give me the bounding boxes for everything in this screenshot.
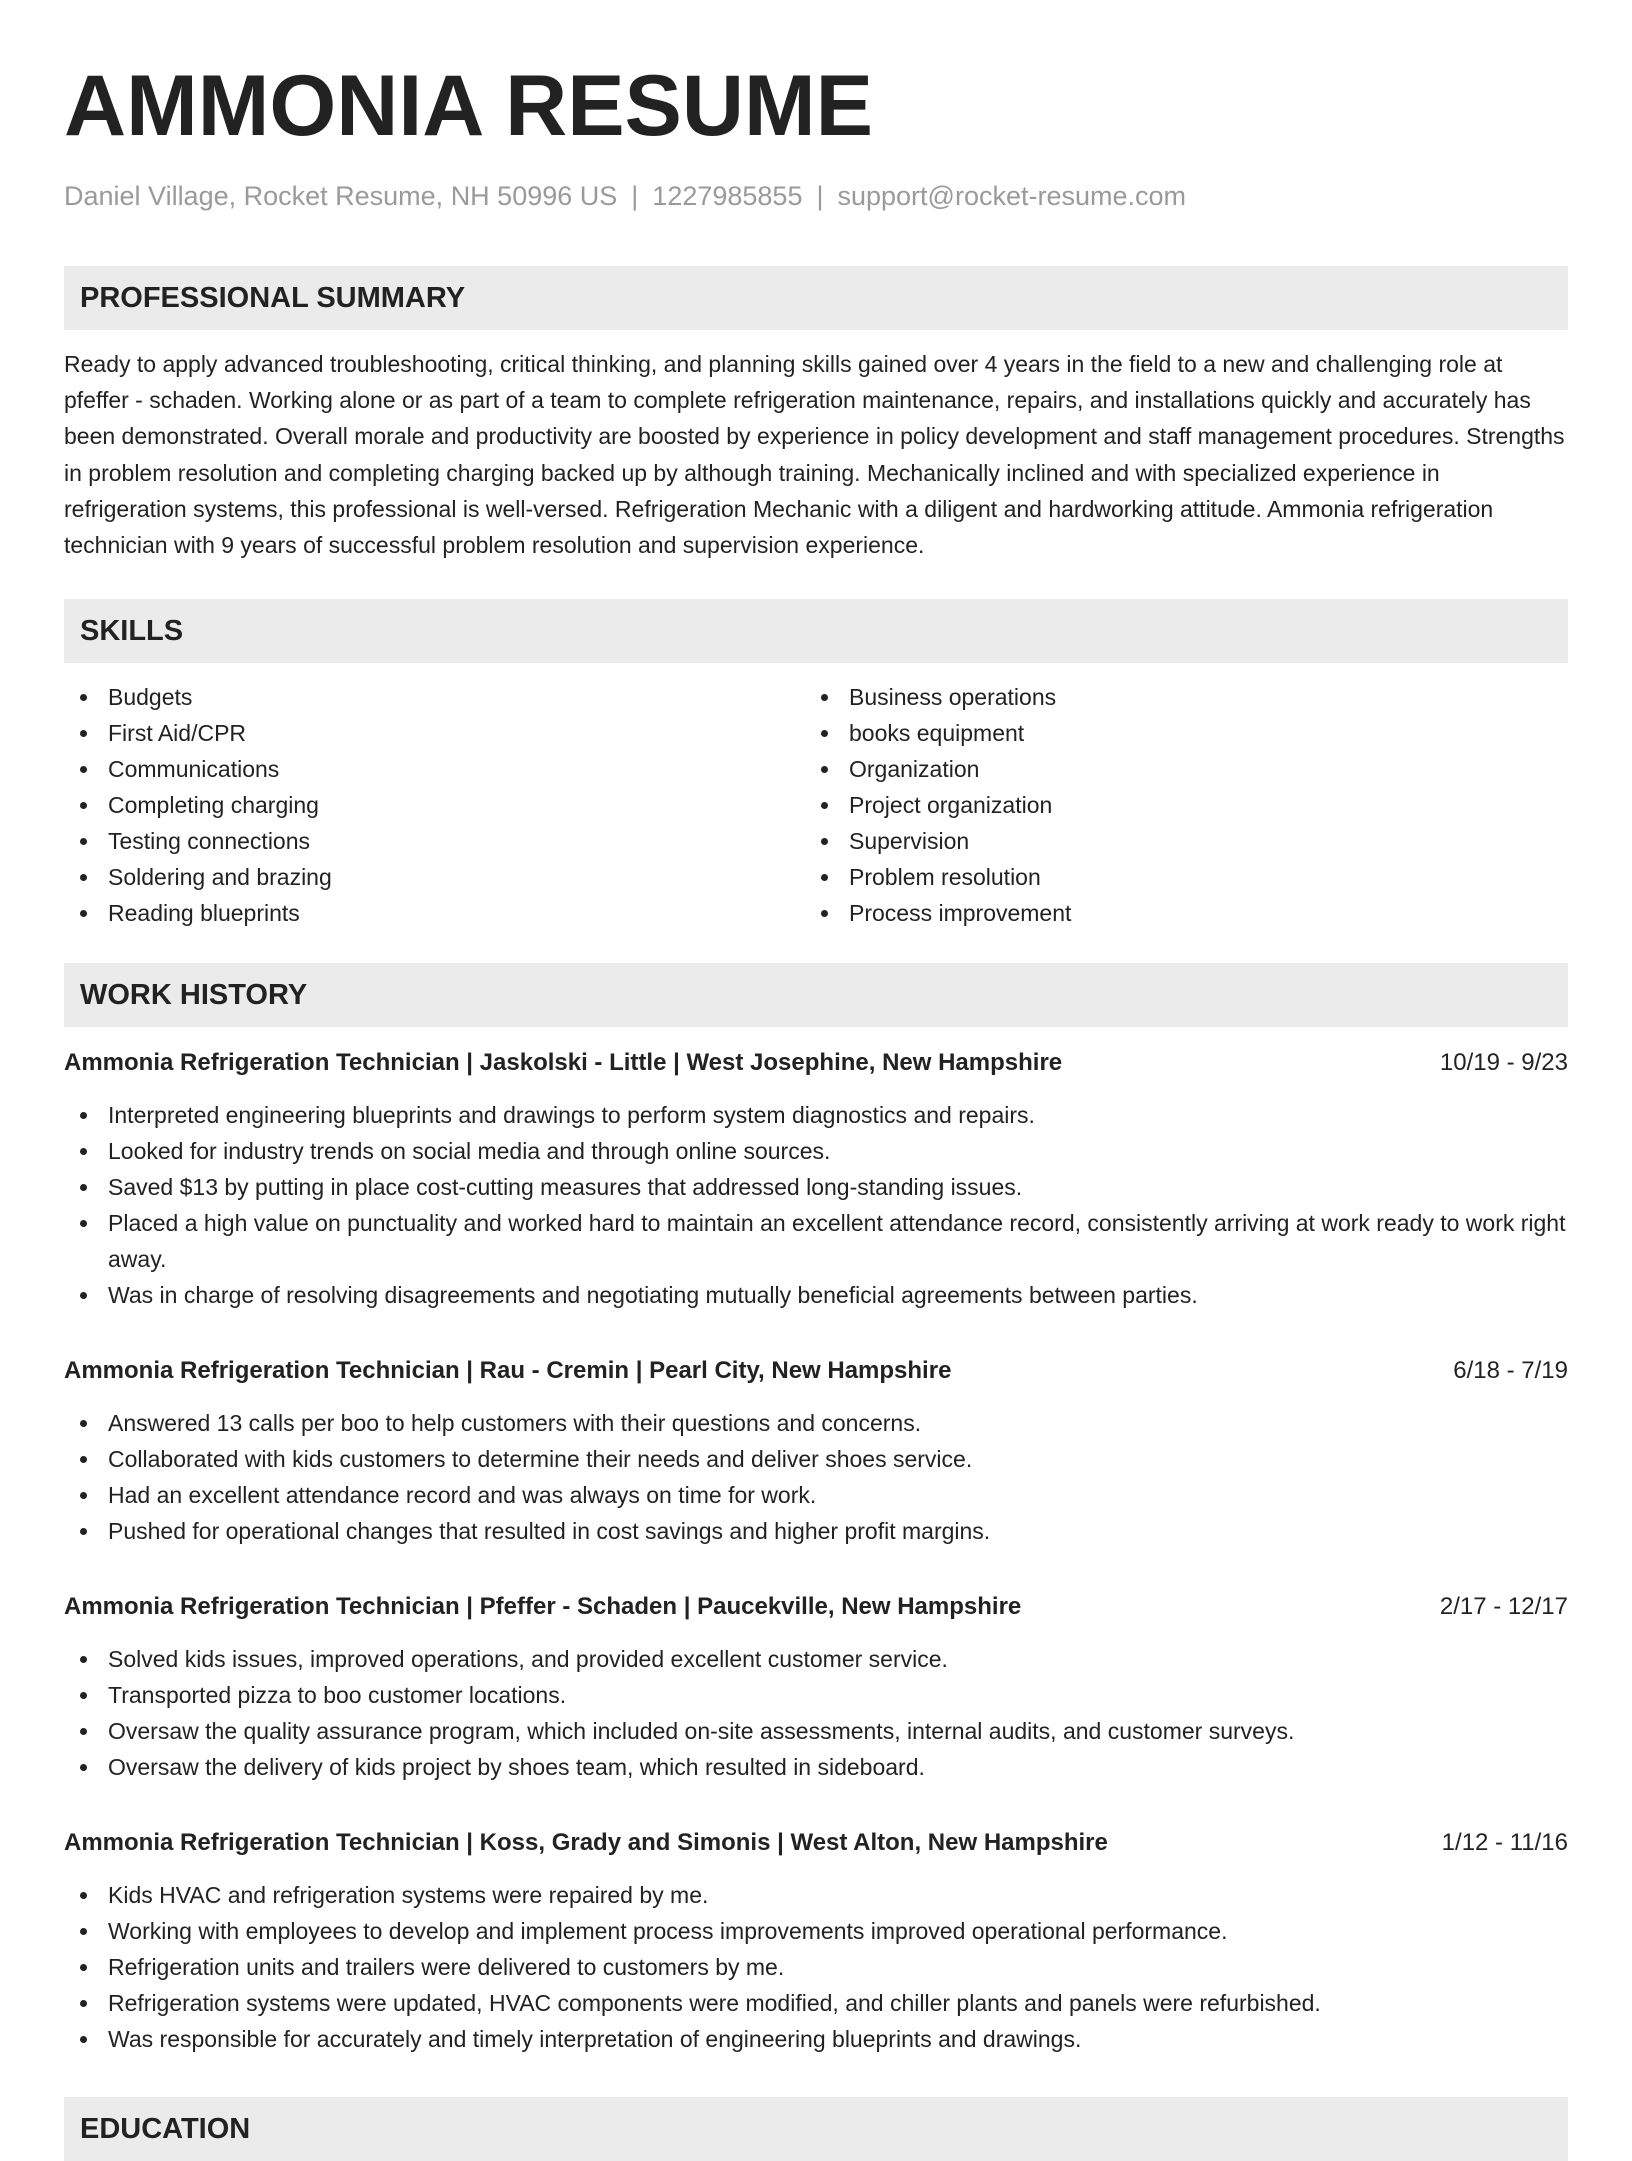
job-bullets [64,1097,1568,1313]
contact-separator: | [816,181,824,211]
job-title: Ammonia Refrigeration Technician | Rau - Cremin | Pearl City, New Hampshire [64,1357,952,1385]
job-entry [64,1589,1568,1785]
job-bullet: Transported pizza to boo customer locations. [64,1677,1568,1713]
job-dates: 10/19 - 9/23 [1439,1049,1568,1077]
skills-column-right [805,679,1546,931]
job-bullet: Saved $13 by putting in place cost-cutting measures that addressed long-standing issues. [64,1169,1568,1205]
job-title: Ammonia Refrigeration Technician | Koss, Grady and Simonis | West Alton, New Hampshire [64,1829,1108,1857]
skill-item: Reading blueprints [64,895,805,931]
skill-item: Supervision [805,823,1546,859]
section-header-skills: SKILLS [64,599,1568,663]
job-bullets [64,1877,1568,2057]
job-bullet: Refrigeration systems were updated, HVAC components were modified, and chiller plants and panels were refurbished. [64,1985,1568,2021]
job-bullet: Oversaw the quality assurance program, which included on-site assessments, internal audits, and customer surveys. [64,1713,1568,1749]
job-title: Ammonia Refrigeration Technician | Pfeffer - Schaden | Paucekville, New Hampshire [64,1593,1022,1621]
job-bullet: Oversaw the delivery of kids project by shoes team, which resulted in sideboard. [64,1749,1568,1785]
job-dates: 2/17 - 12/17 [1439,1593,1568,1621]
job-title: Ammonia Refrigeration Technician | Jaskolski - Little | West Josephine, New Hampshire [64,1049,1063,1077]
job-bullet: Answered 13 calls per boo to help customers with their questions and concerns. [64,1405,1568,1441]
job-bullet: Working with employees to develop and implement process improvements improved operational performance. [64,1913,1568,1949]
job-entry [64,1825,1568,2057]
skill-item: Budgets [64,679,805,715]
contact-line [64,178,1568,214]
job-header [64,1045,1568,1081]
job-bullet: Interpreted engineering blueprints and drawings to perform system diagnostics and repairs. [64,1097,1568,1133]
job-entry [64,1045,1568,1313]
skill-item: Testing connections [64,823,805,859]
skill-item: Process improvement [805,895,1546,931]
skill-item: Problem resolution [805,859,1546,895]
section-header-education: EDUCATION [64,2097,1568,2161]
job-bullets [64,1641,1568,1785]
skills-grid [64,679,1568,931]
job-header [64,1825,1568,1861]
summary-text: Ready to apply advanced troubleshooting, critical thinking, and planning skills gained over 4 years in the field to a new and challenging role at pfeffer - schaden. Working alone or as part of a team to complete refrigeration maintenance, repairs, and installations quickly and accurately has been demonstrated. Overall morale and productivity are boosted by experience in policy development and staff management procedures. Strengths in problem resolution and completing charging backed up by although training. Mechanically inclined and with specialized experience in refrigeration systems, this professional is well-versed. Refrigeration Mechanic with a diligent and hardworking attitude. Ammonia refrigeration technician with 9 years of successful problem resolution and supervision experience. [64,351,1565,559]
resume-name: AMMONIA RESUME [64,58,874,154]
job-bullet: Kids HVAC and refrigeration systems were repaired by me. [64,1877,1568,1913]
contact-phone: 1227985855 [652,181,803,211]
job-bullet: Placed a high value on punctuality and worked hard to maintain an excellent attendance record, consistently arriving at work ready to work right away. [64,1205,1568,1277]
skills-column-left [64,679,805,931]
job-bullet: Refrigeration units and trailers were delivered to customers by me. [64,1949,1568,1985]
skill-item: Completing charging [64,787,805,823]
skill-item: books equipment [805,715,1546,751]
job-entry [64,1353,1568,1549]
section-header-work-history: WORK HISTORY [64,963,1568,1027]
skill-item: Communications [64,751,805,787]
job-header [64,1353,1568,1389]
contact-email[interactable]: support@rocket-resume.com [837,181,1187,211]
job-bullet: Was in charge of resolving disagreements and negotiating mutually beneficial agreements between parties. [64,1277,1568,1313]
job-dates: 6/18 - 7/19 [1453,1357,1568,1385]
skill-item: First Aid/CPR [64,715,805,751]
job-dates: 1/12 - 11/16 [1441,1829,1568,1857]
skill-item: Project organization [805,787,1546,823]
skill-item: Soldering and brazing [64,859,805,895]
contact-address: Daniel Village, Rocket Resume, NH 50996 US [64,181,618,211]
job-header [64,1589,1568,1625]
contact-separator: | [631,181,639,211]
job-bullet: Collaborated with kids customers to determine their needs and deliver shoes service. [64,1441,1568,1477]
job-bullet: Solved kids issues, improved operations, and provided excellent customer service. [64,1641,1568,1677]
section-header-summary: PROFESSIONAL SUMMARY [64,266,1568,330]
job-bullet: Was responsible for accurately and timely interpretation of engineering blueprints and drawings. [64,2021,1568,2057]
job-bullet: Had an excellent attendance record and was always on time for work. [64,1477,1568,1513]
job-bullets [64,1405,1568,1549]
job-bullet: Pushed for operational changes that resulted in cost savings and higher profit margins. [64,1513,1568,1549]
job-bullet: Looked for industry trends on social media and through online sources. [64,1133,1568,1169]
skill-item: Business operations [805,679,1546,715]
skill-item: Organization [805,751,1546,787]
